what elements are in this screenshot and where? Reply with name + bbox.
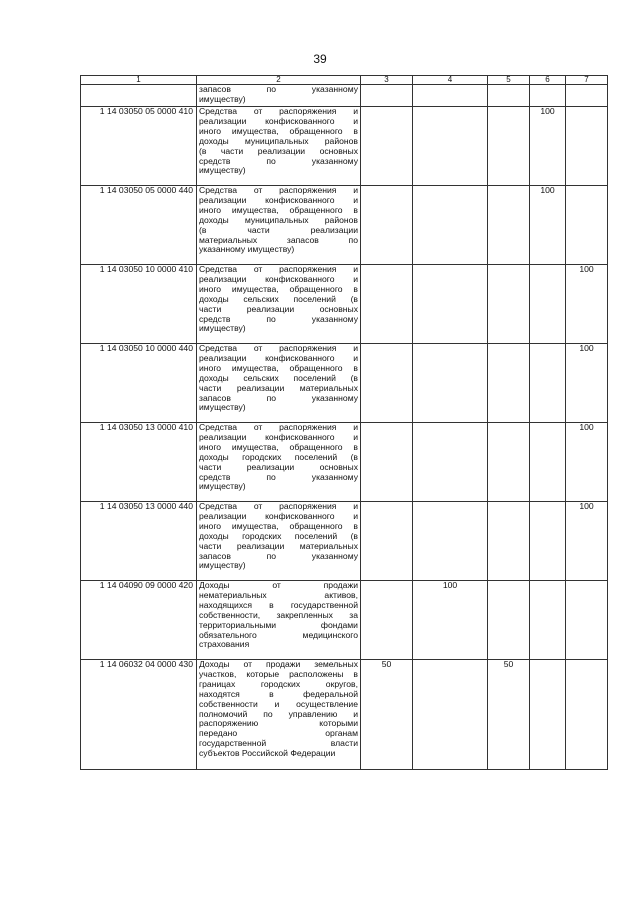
description-line: имуществу) [199, 481, 246, 492]
header-cell: 5 [488, 76, 530, 85]
description-line: реализации конфискованного и [199, 194, 358, 205]
description-line: Средства от распоряжения и [199, 501, 358, 511]
description-cell [197, 344, 361, 423]
value-cell-c5 [488, 581, 530, 660]
description-line: находящихся в государственной [199, 599, 358, 610]
description-line: передано органам [199, 728, 358, 739]
value-text: 100 [579, 501, 594, 511]
description-line: имуществу) [199, 165, 246, 176]
value-text: 100 [579, 343, 594, 353]
description-cell [197, 85, 361, 107]
description-line: Доходы от продажи [199, 580, 358, 590]
revenue-table [80, 75, 608, 770]
description-line: Средства от распоряжения и [199, 185, 358, 195]
value-cell-c5 [488, 660, 530, 770]
value-cell-c4 [413, 581, 488, 660]
value-cell-c5 [488, 186, 530, 265]
description-line: полномочий по управлению и [199, 708, 358, 719]
value-cell-c7 [566, 581, 608, 660]
table-row [81, 186, 608, 265]
description-line: части реализации материальных [199, 382, 358, 393]
description-line: средств по указанному [199, 155, 358, 166]
value-cell-c4 [413, 660, 488, 770]
description-cell [197, 581, 361, 660]
value-text: 100 [442, 580, 458, 590]
value-cell-c3 [361, 423, 413, 502]
value-cell-c4 [413, 265, 488, 344]
description-line: части реализации основных [199, 461, 358, 472]
value-cell-c3 [361, 344, 413, 423]
value-text: 100 [540, 185, 555, 195]
description-line: доходы муниципальных районов [199, 214, 358, 225]
description-cell [197, 186, 361, 265]
value-cell-c7 [566, 265, 608, 344]
description-line: участков, которые расположены в [199, 668, 358, 679]
value-cell-c5 [488, 265, 530, 344]
description-line: Средства от распоряжения и [199, 422, 358, 432]
description-cell [197, 502, 361, 581]
value-text: 100 [579, 264, 594, 274]
description-line: реализации конфискованного и [199, 273, 358, 284]
value-cell-c3 [361, 85, 413, 107]
header-cell: 7 [566, 76, 608, 85]
description-line: части реализации основных [199, 303, 358, 314]
description-cell [197, 423, 361, 502]
description-line: имуществу) [199, 323, 246, 334]
code-cell: 1 14 06032 04 0000 430 [81, 660, 197, 770]
value-cell-c5 [488, 107, 530, 186]
value-cell-c4 [413, 344, 488, 423]
value-cell-c6 [530, 660, 566, 770]
value-cell-c3 [361, 186, 413, 265]
table-row [81, 344, 608, 423]
table-row [81, 660, 608, 770]
description-line: Доходы от продажи земельных [199, 659, 358, 669]
description-line: (в части реализации основных [199, 145, 358, 156]
value-cell-c6 [530, 85, 566, 107]
value-cell-c3 [361, 107, 413, 186]
header-cell: 2 [197, 76, 361, 85]
description-line: запасов по указанному [199, 550, 358, 561]
value-cell-c3 [361, 581, 413, 660]
table-row [81, 502, 608, 581]
code-cell: 1 14 03050 05 0000 440 [81, 186, 197, 265]
value-cell-c4 [413, 186, 488, 265]
description-line: границах городских округов, [199, 678, 358, 689]
description-cell [197, 660, 361, 770]
description-line: реализации конфискованного и [199, 510, 358, 521]
description-line: собственности, закрепленных за [199, 609, 358, 620]
value-cell-c3 [361, 265, 413, 344]
description-line: собственности и осуществление [199, 698, 358, 709]
code-cell: 1 14 03050 05 0000 410 [81, 107, 197, 186]
value-cell-c6 [530, 344, 566, 423]
table-row [81, 265, 608, 344]
description-line: обязательного медицинского [199, 629, 358, 640]
description-line: реализации конфискованного и [199, 115, 358, 126]
description-line: доходы муниципальных районов [199, 135, 358, 146]
header-cell: 4 [413, 76, 488, 85]
description-line: иного имущества, обращенного в [199, 204, 358, 215]
description-line: Средства от распоряжения и [199, 343, 358, 353]
value-cell-c4 [413, 107, 488, 186]
description-line: распоряжению которыми [199, 718, 358, 729]
description-line: иного имущества, обращенного в [199, 362, 358, 373]
description-line: иного имущества, обращенного в [199, 283, 358, 294]
description-line: иного имущества, обращенного в [199, 441, 358, 452]
value-cell-c6 [530, 502, 566, 581]
value-cell-c6 [530, 186, 566, 265]
header-cell: 1 [81, 76, 197, 85]
description-line: запасов по указанному [199, 392, 358, 403]
description-line: государственной власти [199, 738, 358, 749]
header-cell: 3 [361, 76, 413, 85]
value-text: 100 [540, 106, 555, 116]
table-row [81, 107, 608, 186]
description-line: иного имущества, обращенного в [199, 520, 358, 531]
description-line: реализации конфискованного и [199, 431, 358, 442]
description-line: имуществу) [199, 93, 246, 104]
value-cell-c5 [488, 423, 530, 502]
value-cell-c6 [530, 107, 566, 186]
description-line: части реализации материальных [199, 540, 358, 551]
description-line: доходы сельских поселений (в [199, 372, 358, 383]
description-line: доходы городских поселений (в [199, 451, 358, 462]
description-line: (в части реализации [199, 224, 358, 235]
value-cell-c7 [566, 85, 608, 107]
description-line: указанному имуществу) [199, 244, 295, 255]
description-line: страхования [199, 639, 250, 650]
value-cell-c3 [361, 660, 413, 770]
value-cell-c5 [488, 502, 530, 581]
value-text: 50 [381, 659, 392, 669]
value-cell-c5 [488, 85, 530, 107]
value-cell-c7 [566, 107, 608, 186]
description-line: Средства от распоряжения и [199, 264, 358, 274]
description-cell [197, 107, 361, 186]
value-cell-c4 [413, 423, 488, 502]
value-cell-c4 [413, 85, 488, 107]
description-line: материальных запасов по [199, 234, 358, 245]
page-number: 39 [313, 52, 327, 66]
value-text: 50 [503, 659, 514, 669]
description-line: средств по указанному [199, 471, 358, 482]
description-line: средств по указанному [199, 313, 358, 324]
code-cell: 1 14 03050 13 0000 440 [81, 502, 197, 581]
description-line: доходы городских поселений (в [199, 530, 358, 541]
code-cell [81, 85, 197, 107]
value-cell-c4 [413, 502, 488, 581]
code-cell: 1 14 03050 10 0000 440 [81, 344, 197, 423]
description-line: имуществу) [199, 560, 246, 571]
description-line: иного имущества, обращенного в [199, 125, 358, 136]
value-cell-c5 [488, 344, 530, 423]
value-cell-c7 [566, 423, 608, 502]
description-line: территориальными фондами [199, 619, 358, 630]
table-row [81, 423, 608, 502]
value-cell-c7 [566, 344, 608, 423]
value-cell-c7 [566, 502, 608, 581]
description-line: находятся в федеральной [199, 688, 358, 699]
code-cell: 1 14 03050 10 0000 410 [81, 265, 197, 344]
value-cell-c7 [566, 660, 608, 770]
value-cell-c7 [566, 186, 608, 265]
description-line: Средства от распоряжения и [199, 106, 358, 116]
value-text: 100 [579, 422, 594, 432]
description-line: доходы сельских поселений (в [199, 293, 358, 304]
header-cell: 6 [530, 76, 566, 85]
description-line: имуществу) [199, 402, 246, 413]
value-cell-c6 [530, 581, 566, 660]
description-line: запасов по указанному [199, 84, 358, 94]
table-row [81, 85, 608, 107]
code-cell: 1 14 03050 13 0000 410 [81, 423, 197, 502]
header-row [81, 76, 608, 85]
value-cell-c3 [361, 502, 413, 581]
value-cell-c6 [530, 423, 566, 502]
description-cell [197, 265, 361, 344]
description-line: реализации конфискованного и [199, 352, 358, 363]
table-row [81, 581, 608, 660]
code-cell: 1 14 04090 09 0000 420 [81, 581, 197, 660]
description-line: субъектов Российской Федерации [199, 748, 336, 759]
value-cell-c6 [530, 265, 566, 344]
description-line: нематериальных активов, [199, 589, 358, 600]
